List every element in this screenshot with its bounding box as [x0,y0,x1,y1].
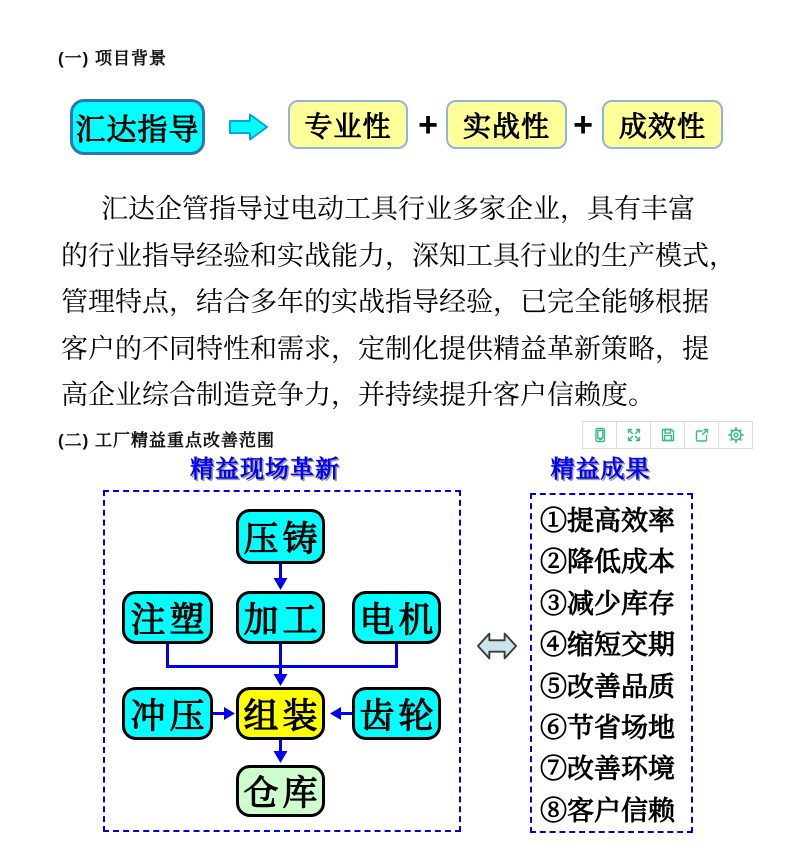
process-diagram [103,490,461,832]
result-item: ②降低成本 [540,547,675,578]
section1-heading: (一) 项目背景 [58,49,168,68]
node-label: 压铸 [243,519,322,559]
flow-arrow-icon [229,113,269,141]
toolbar-button-fullscreen[interactable] [616,421,651,449]
process-node-warehouse [236,765,325,817]
result-item: ⑤改善品质 [540,671,675,702]
process-node-gear [352,687,441,740]
process-node-motor [352,591,441,644]
paragraph-line: 管理特点，结合多年的实战指导经验，已完全能够根据 [61,287,709,317]
right-panel-title: 精益成果 [550,456,651,483]
feature-label: 实战性 [462,110,550,142]
paragraph-line: 汇达企管指导过电动工具行业多家企业，具有丰富 [101,194,695,224]
mobile-icon [592,427,608,443]
left-panel-title: 精益现场革新 [190,456,340,483]
plus-sign: + [573,105,593,144]
result-item: ⑧客户信赖 [540,795,675,826]
save-icon [660,427,676,443]
brand-box [70,99,205,155]
toolbar-button-mobile[interactable] [582,421,617,449]
result-item: ⑥节省场地 [540,713,675,744]
result-item: ⑦改善环境 [540,754,675,785]
process-node-assembly [236,687,325,740]
node-label: 齿轮 [359,696,438,736]
results-panel [530,493,693,833]
viewer-toolbar [583,421,753,449]
result-item: ④缩短交期 [540,630,675,661]
result-item: ③减少库存 [540,588,675,619]
paragraph-line: 的行业指导经验和实战能力，深知工具行业的生产模式， [61,240,736,271]
process-node-machining [236,591,325,644]
toolbar-button-save[interactable] [650,421,685,449]
process-node-die-casting [236,509,325,564]
settings-icon [728,427,744,443]
feature-label: 专业性 [304,110,392,142]
paragraph-line: 客户的不同特性和需求，定制化提供精益革新策略，提 [61,333,709,364]
brand-box-label: 汇达指导 [75,114,200,147]
result-item: ①提高效率 [540,506,675,536]
feature-box-effective [602,100,723,149]
node-label: 加工 [243,600,322,640]
export-icon [694,427,710,443]
toolbar-button-settings[interactable] [718,421,753,449]
feature-box-practical [446,100,567,149]
fullscreen-icon [626,427,642,443]
feature-box-professional [288,100,408,149]
node-label: 电机 [359,600,438,640]
feature-label: 成效性 [618,110,706,142]
exchange-arrow-icon [476,626,518,666]
node-label: 仓库 [243,774,322,813]
intro-paragraph [61,186,751,419]
process-node-injection [122,591,213,644]
node-label: 冲压 [130,696,209,736]
toolbar-button-export[interactable] [684,421,719,449]
node-label: 组装 [243,696,322,736]
paragraph-line: 高企业综合制造竞争力，并持续提升客户信赖度。 [61,380,655,410]
node-label: 注塑 [130,600,209,640]
section2-heading: (二) 工厂精益重点改善范围 [58,431,276,450]
process-node-stamping [122,687,213,740]
plus-sign: + [418,105,438,144]
